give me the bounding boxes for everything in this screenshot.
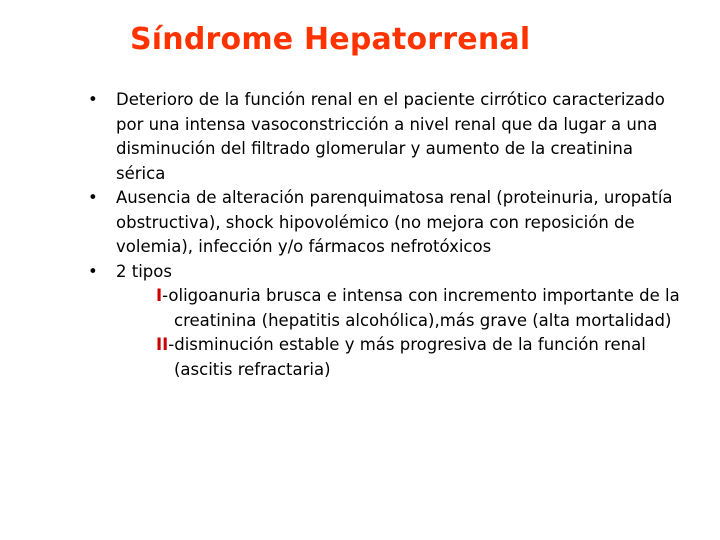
- type-numeral: I: [156, 286, 163, 305]
- bullet-item: [86, 260, 686, 383]
- bullet-text: 2 tipos: [116, 261, 172, 281]
- type-text: -disminución estable y más progresiva de la función renal (ascitis refractaria): [168, 335, 646, 379]
- bullet-item: [86, 88, 686, 186]
- type-numeral: II: [156, 335, 169, 354]
- type-item: [126, 333, 686, 382]
- bullet-list: [86, 88, 686, 382]
- bullet-icon: •: [88, 261, 98, 281]
- slide-title: Síndrome Hepatorrenal: [130, 22, 531, 57]
- bullet-item: [86, 186, 686, 260]
- type-item: [126, 284, 686, 333]
- type-text: -oligoanuria brusca e intensa con incremento importante de la creatinina (hepatitis alcohólica),más grave (alta mortalidad): [162, 286, 680, 330]
- bullet-text: Ausencia de alteración parenquimatosa renal (proteinuria, uropatía obstructiva), shock hipovolémico (no mejora con reposición de volemia), infección y/o fármacos nefrotóxicos: [116, 188, 673, 256]
- bullet-text: Deterioro de la función renal en el paciente cirrótico caracterizado por una intensa vasoconstricción a nivel renal que da lugar a una disminución del filtrado glomerular y aumento de la creatinina sérica: [116, 90, 665, 183]
- bullet-icon: •: [88, 90, 98, 109]
- type-list: [116, 284, 686, 382]
- bullet-icon: •: [88, 188, 98, 207]
